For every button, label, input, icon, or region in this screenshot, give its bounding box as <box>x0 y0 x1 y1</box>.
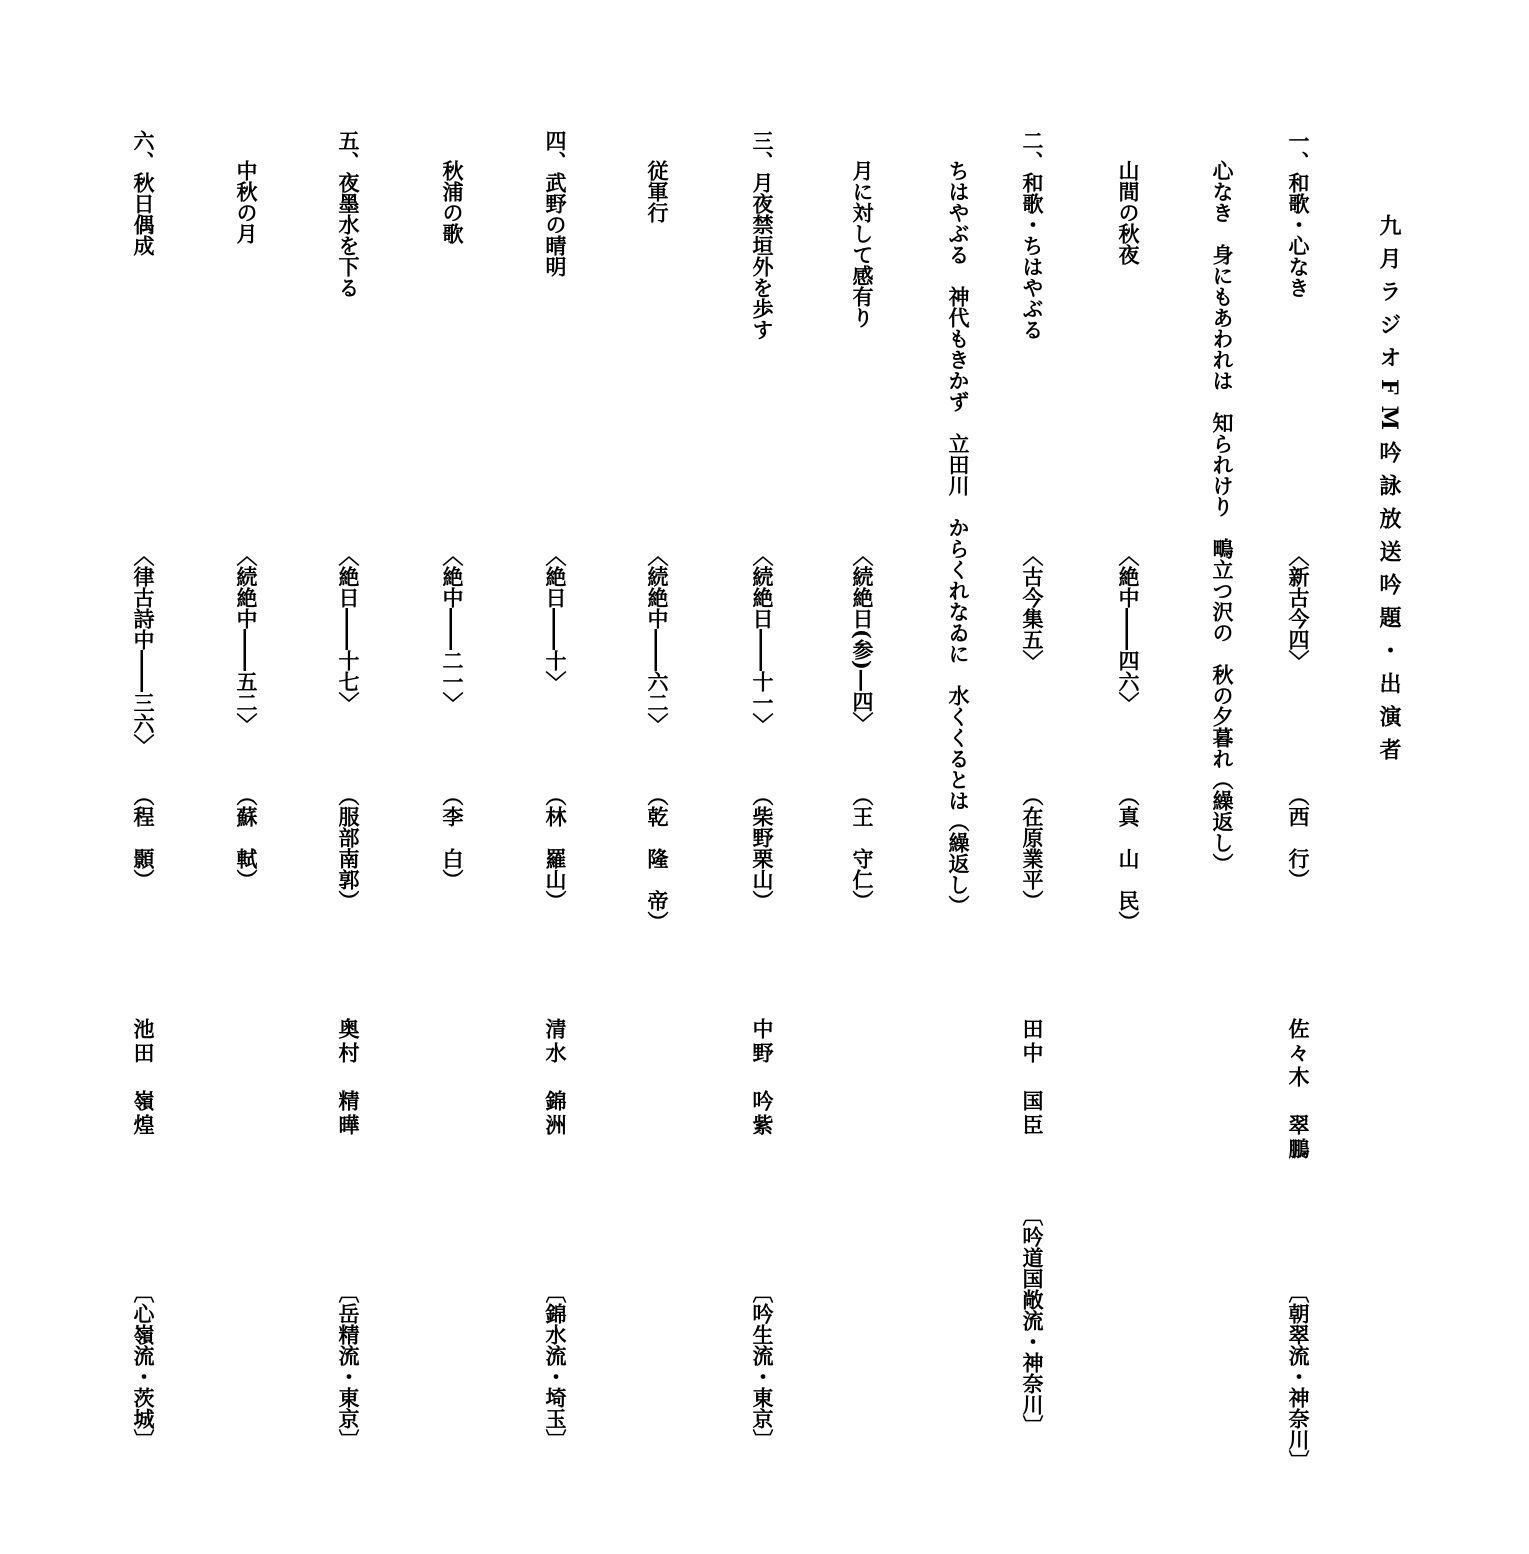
entry-5-source: 〈絶日――十七〉 <box>336 545 361 713</box>
entry-5b-author: （蘇 軾） <box>234 785 259 890</box>
entry-3-author: （柴野栗山） <box>750 785 775 911</box>
entry-2-performer: 田中 国臣 <box>1020 1018 1045 1138</box>
entry-1-author: （西 行） <box>1286 785 1311 890</box>
entry-2-heading: 二、和歌・ちはやぶる <box>1020 130 1045 340</box>
page-title: 九月ラジオFM吟詠放送吟題・出演者 <box>1376 214 1402 771</box>
entry-6-school: 〔心嶺流・茨城〕 <box>131 1282 156 1450</box>
entry-4-heading: 四、武野の晴明 <box>543 130 568 277</box>
entry-3-school: 〔吟生流・東京〕 <box>750 1282 775 1450</box>
entry-3b-author: （乾 隆 帝） <box>645 785 670 932</box>
entry-1-poem: 心なき 身にもあわれは 知られけり 鴫立つ沢の 秋の夕暮れ（繰返し） <box>1210 160 1235 874</box>
entry-5-performer: 奥村 精曄 <box>336 1018 361 1138</box>
entry-3-performer: 中野 吟紫 <box>750 1018 775 1138</box>
entry-5-heading: 五、夜墨水を下る <box>336 130 361 298</box>
entry-5-author: （服部南郭） <box>336 785 361 911</box>
entry-2-poem: ちはやぶる 神代もきかず 立田川 からくれなゐに 水くくるとは（繰返し） <box>946 160 971 916</box>
entry-2-source: 〈古今集五〉 <box>1020 545 1045 671</box>
entry-2-author: （在原業平） <box>1020 785 1045 911</box>
entry-4b-source: 〈絶中――二一〉 <box>440 545 465 713</box>
entry-1-source: 〈新古今四〉 <box>1286 545 1311 671</box>
entry-1b-source: 〈絶中――四六〉 <box>1116 545 1141 713</box>
entry-1-school: 〔朝翠流・神奈川〕 <box>1286 1282 1311 1471</box>
entry-4b-author: （李 白） <box>440 785 465 890</box>
entry-4b-title: 秋浦の歌 <box>440 160 465 244</box>
entry-1-performer: 佐々木 翠鵬 <box>1286 1018 1311 1162</box>
entry-2-school: 〔吟道国敞流・神奈川〕 <box>1020 1205 1045 1436</box>
entry-6-author: （程 顥） <box>131 785 156 890</box>
entry-4-school: 〔錦水流・埼玉〕 <box>543 1282 568 1450</box>
entry-1b-title: 山間の秋夜 <box>1116 160 1141 265</box>
entry-4-source: 〈絶日――十〉 <box>543 545 568 692</box>
entry-6-heading: 六、秋日偶成 <box>131 130 156 256</box>
entry-2b-title: 月に対して感有り <box>850 160 875 328</box>
entry-5-school: 〔岳精流・東京〕 <box>336 1282 361 1450</box>
entry-2b-author: （王 守仁） <box>850 785 875 911</box>
entry-1-heading: 一、和歌・心なき <box>1286 130 1311 298</box>
entry-2b-source: 〈続絶日(参)―四〉 <box>850 545 875 733</box>
entry-6-source: 〈律古詩中――三六〉 <box>131 545 156 755</box>
entry-6-performer: 池田 嶺煌 <box>131 1018 156 1138</box>
entry-1b-author: （真 山 民） <box>1116 785 1141 932</box>
entry-5b-title: 中秋の月 <box>234 160 259 244</box>
entry-4-performer: 清水 錦洲 <box>543 1018 568 1138</box>
entry-3b-source: 〈続絶中――六二〉 <box>645 545 670 734</box>
entry-5b-source: 〈続絶中――五二〉 <box>234 545 259 734</box>
entry-3-heading: 三、月夜禁垣外を歩す <box>750 130 775 340</box>
entry-3-source: 〈続絶日――十一〉 <box>750 545 775 734</box>
entry-3b-title: 従軍行 <box>645 160 670 223</box>
entry-4-author: （林 羅山） <box>543 785 568 911</box>
